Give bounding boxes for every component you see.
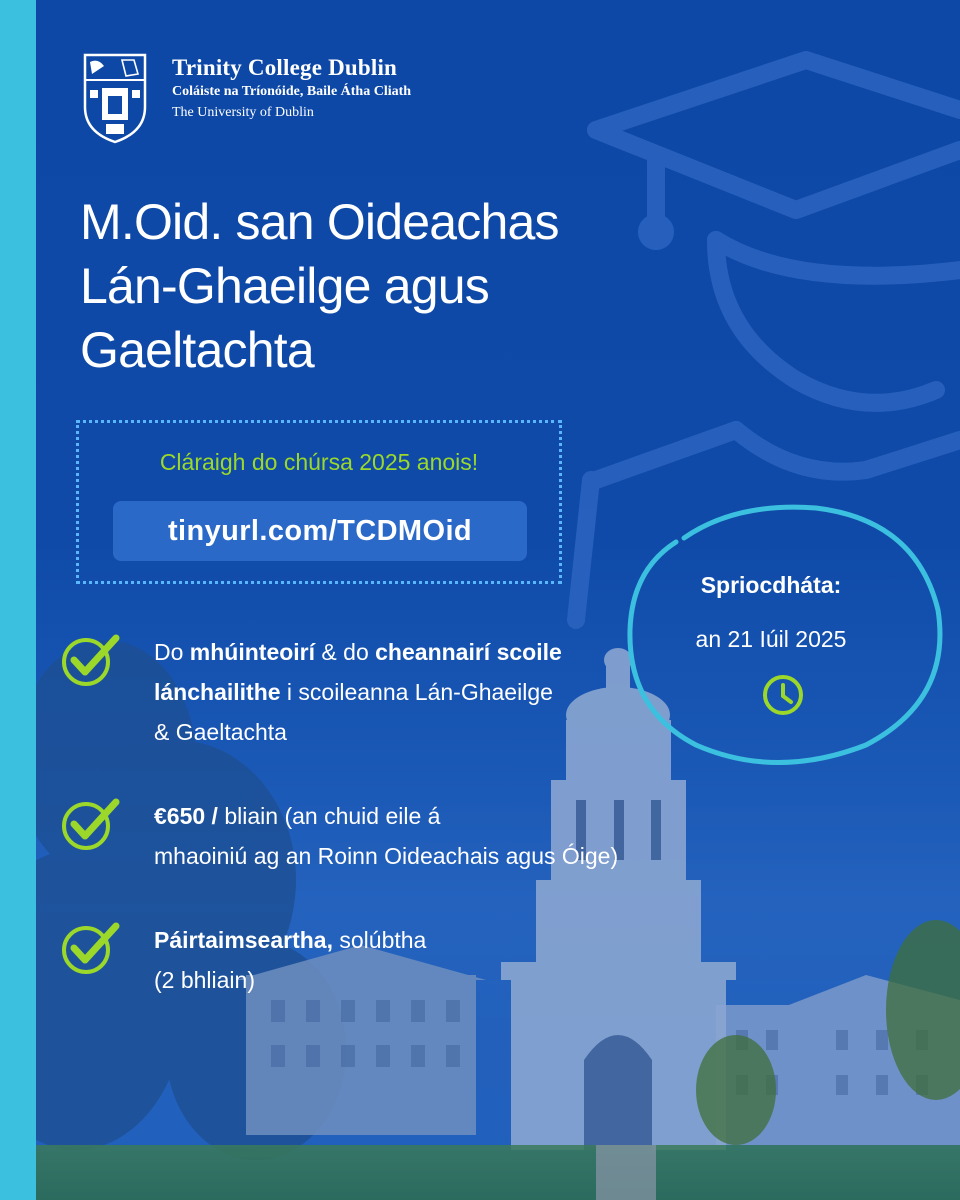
course-title-line2: Lán-Ghaeilge agus [80, 258, 489, 314]
logo-subtitle: The University of Dublin [172, 105, 314, 120]
logo-irish-name: Coláiste na Tríonóide, Baile Átha Cliath [172, 84, 412, 99]
bullet-audience-text [154, 632, 562, 752]
bullet-fee [60, 796, 700, 876]
bullet2-text-1: bliain (an chuid eile á [217, 803, 441, 829]
bullet3-text-2: (2 bhliain) [154, 967, 255, 993]
bullet1-bold-1: mhúinteoirí [189, 639, 316, 665]
left-accent-strip [0, 0, 36, 1200]
bullet-schedule-text [154, 920, 426, 1000]
checkmark-icon [60, 920, 120, 976]
bullet3-bold-1: Páirtaimseartha, [154, 927, 333, 953]
course-title [80, 190, 700, 382]
bullet3-text-1: solúbtha [332, 927, 427, 953]
bullet1-text-1: Do [154, 639, 190, 665]
registration-link[interactable]: tinyurl.com/TCDMOid [113, 501, 527, 561]
bullet1-text-4: & Gaeltachta [154, 719, 287, 745]
registration-prompt: Cláraigh do chúrsa 2025 anois! [159, 449, 479, 475]
bullet-schedule [60, 920, 660, 1000]
tcd-logo [82, 52, 411, 144]
course-title-line3: Gaeltachta [80, 322, 314, 378]
poster [36, 0, 960, 1200]
bullet1-bold-2: cheannairí scoile [375, 639, 562, 665]
logo-name: Trinity College Dublin [172, 55, 398, 80]
checkmark-icon [60, 796, 120, 852]
checkmark-icon [60, 632, 120, 688]
course-title-line1: M.Oid. san Oideachas [80, 194, 559, 250]
bullet1-bold-3: lánchailithe [154, 679, 281, 705]
bullet1-text-2: & do [315, 639, 376, 665]
crest-icon [82, 52, 148, 144]
clock-icon [760, 672, 806, 718]
bullet1-text-3: i scoileanna Lán-Ghaeilge [280, 679, 553, 705]
bullet-fee-text [154, 796, 618, 876]
bullet2-bold-1: €650 / [154, 803, 218, 829]
registration-box [76, 420, 562, 584]
deadline-label: Spriocdháta: [700, 572, 842, 598]
bullet-audience [60, 632, 660, 752]
bullet2-text-2: mhaoiniú ag an Roinn Oideachais agus Óige) [154, 843, 619, 869]
deadline-date: an 21 Iúil 2025 [695, 626, 847, 652]
